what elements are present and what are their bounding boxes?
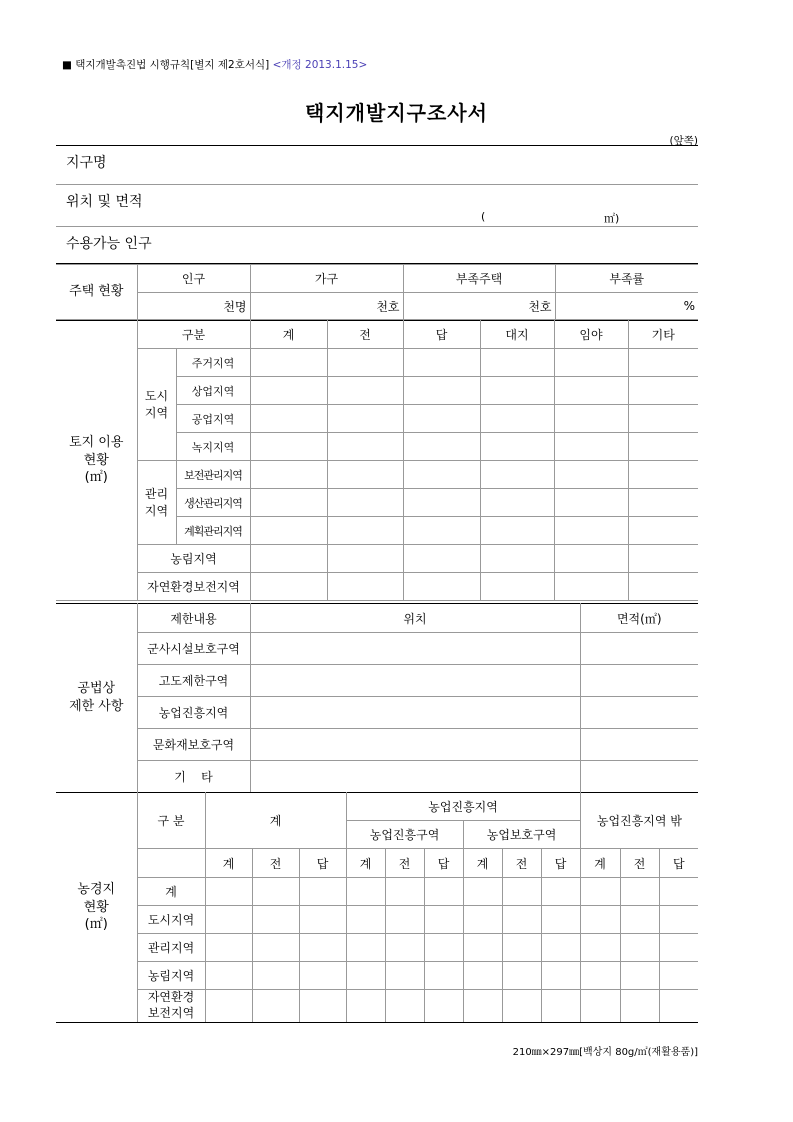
land-cell[interactable] — [628, 433, 698, 461]
farmland-sub-field: 전 — [252, 849, 299, 878]
farmland-cell[interactable] — [502, 878, 541, 906]
housing-header-households: 가구 — [250, 265, 403, 293]
restriction-header-location: 위치 — [250, 604, 580, 633]
land-cell[interactable] — [628, 349, 698, 377]
land-cell[interactable] — [403, 433, 480, 461]
restriction-cell[interactable] — [250, 697, 580, 729]
land-cell[interactable] — [554, 489, 628, 517]
urban-area-group-2: 지역 — [144, 405, 169, 420]
farmland-cell[interactable] — [580, 990, 620, 1023]
farmland-sub-paddy: 답 — [299, 849, 346, 878]
restriction-row-heritage: 문화재보호구역 — [137, 729, 250, 761]
farmland-sub-field: 전 — [502, 849, 541, 878]
farmland-sub-field: 전 — [385, 849, 424, 878]
land-cell[interactable] — [628, 461, 698, 489]
farmland-header-outside: 농업진흥지역 밖 — [580, 793, 698, 849]
land-cell[interactable] — [480, 405, 554, 433]
farmland-label — [56, 793, 137, 1023]
land-cell[interactable] — [480, 545, 554, 573]
management-area-group-1: 관리 — [144, 487, 169, 502]
land-cell[interactable] — [250, 545, 327, 573]
farmland-cell[interactable] — [205, 934, 252, 962]
land-cell[interactable] — [628, 545, 698, 573]
restriction-cell[interactable] — [580, 665, 698, 697]
farmland-cell[interactable] — [620, 934, 659, 962]
farmland-cell[interactable] — [385, 934, 424, 962]
farmland-cell[interactable] — [252, 906, 299, 934]
land-cell[interactable] — [628, 405, 698, 433]
farmland-cell[interactable] — [346, 990, 385, 1023]
land-row-conservation-mgmt: 보전관리지역 — [176, 461, 250, 489]
restriction-header-content: 제한내용 — [137, 604, 250, 633]
land-cell[interactable] — [554, 433, 628, 461]
farmland-sub-total: 계 — [463, 849, 502, 878]
farmland-header-type: 구 분 — [137, 793, 205, 849]
farmland-sub-total: 계 — [346, 849, 385, 878]
farmland-cell[interactable] — [659, 990, 698, 1023]
restriction-cell[interactable] — [250, 665, 580, 697]
farmland-cell[interactable] — [620, 962, 659, 990]
land-cell[interactable] — [480, 517, 554, 545]
land-cell[interactable] — [554, 405, 628, 433]
farmland-cell[interactable] — [252, 878, 299, 906]
restriction-row-military: 군사시설보호구역 — [137, 633, 250, 665]
area-paren-open: ( — [481, 210, 486, 223]
restriction-cell[interactable] — [250, 633, 580, 665]
farmland-cell[interactable] — [620, 990, 659, 1023]
land-row-commercial: 상업지역 — [176, 377, 250, 405]
land-cell[interactable] — [403, 377, 480, 405]
page-title: 택지개발지구조사서 — [305, 101, 488, 125]
land-cell[interactable] — [628, 377, 698, 405]
farmland-cell[interactable] — [385, 906, 424, 934]
land-use-label-3: (㎡) — [84, 470, 108, 486]
farmland-cell[interactable] — [580, 906, 620, 934]
restriction-header-area: 면적(㎡) — [580, 604, 698, 633]
farmland-header-protect-zone: 농업보호구역 — [463, 821, 580, 849]
farmland-cell[interactable] — [385, 878, 424, 906]
land-cell[interactable] — [554, 517, 628, 545]
farmland-cell[interactable] — [346, 962, 385, 990]
land-use-col-field: 전 — [327, 321, 403, 349]
land-cell[interactable] — [403, 349, 480, 377]
land-cell[interactable] — [480, 433, 554, 461]
farmland-cell[interactable] — [580, 878, 620, 906]
restriction-cell[interactable] — [250, 761, 580, 793]
farmland-cell[interactable] — [541, 934, 580, 962]
farmland-cell[interactable] — [541, 990, 580, 1023]
farmland-label-2: 현황 — [83, 899, 109, 915]
farmland-cell[interactable] — [580, 962, 620, 990]
form-reference: ■ 택지개발촉진법 시행규칙[별지 제2호서식] — [62, 59, 270, 71]
land-cell[interactable] — [480, 573, 554, 601]
farmland-header-promo-area: 농업진흥지역 — [346, 793, 580, 821]
farmland-cell[interactable] — [205, 906, 252, 934]
farmland-cell[interactable] — [541, 878, 580, 906]
farmland-header-total: 계 — [205, 793, 346, 849]
page-side-label: (앞쪽) — [669, 135, 698, 147]
housing-header-shortage: 부족주택 — [403, 265, 555, 293]
farmland-cell[interactable] — [424, 906, 463, 934]
urban-area-group-1: 도시 — [144, 389, 169, 404]
housing-unit-households[interactable]: 천호 — [250, 293, 403, 320]
farmland-cell[interactable] — [463, 878, 502, 906]
land-cell[interactable] — [628, 517, 698, 545]
farmland-sub-total: 계 — [580, 849, 620, 878]
management-area-group — [137, 461, 176, 545]
land-cell[interactable] — [554, 377, 628, 405]
farmland-cell[interactable] — [502, 934, 541, 962]
land-cell[interactable] — [554, 349, 628, 377]
farmland-header-promo-zone: 농업진흥구역 — [346, 821, 463, 849]
farmland-cell[interactable] — [299, 990, 346, 1023]
land-cell[interactable] — [250, 489, 327, 517]
land-cell[interactable] — [327, 573, 403, 601]
restriction-row-height: 고도제한구역 — [137, 665, 250, 697]
population-label: 수용가능 인구 — [66, 236, 152, 252]
land-cell[interactable] — [250, 433, 327, 461]
land-cell[interactable] — [403, 461, 480, 489]
farmland-cell[interactable] — [659, 906, 698, 934]
land-cell[interactable] — [480, 461, 554, 489]
farmland-cell[interactable] — [385, 990, 424, 1023]
farmland-label-3: (㎡) — [84, 917, 108, 933]
land-use-header-type: 구분 — [137, 321, 250, 349]
farmland-row-management: 관리지역 — [137, 934, 205, 962]
farmland-cell[interactable] — [463, 962, 502, 990]
farmland-cell[interactable] — [580, 934, 620, 962]
farmland-cell[interactable] — [620, 906, 659, 934]
farmland-sub-paddy: 답 — [659, 849, 698, 878]
farmland-cell[interactable] — [502, 906, 541, 934]
farmland-cell[interactable] — [659, 934, 698, 962]
land-cell[interactable] — [628, 489, 698, 517]
farmland-cell[interactable] — [659, 962, 698, 990]
land-cell[interactable] — [480, 349, 554, 377]
land-cell[interactable] — [250, 377, 327, 405]
land-cell[interactable] — [327, 433, 403, 461]
farmland-cell[interactable] — [205, 962, 252, 990]
population-field[interactable] — [56, 227, 698, 264]
land-cell[interactable] — [403, 573, 480, 601]
restriction-row-other: 기 타 — [137, 761, 250, 793]
farmland-cell[interactable] — [424, 962, 463, 990]
restriction-cell[interactable] — [580, 697, 698, 729]
farmland-row-nature-1: 자연환경 — [147, 990, 195, 1005]
land-row-agri-forest: 농림지역 — [137, 545, 250, 573]
farmland-row-agri-forest: 농림지역 — [137, 962, 205, 990]
location-area-label: 위치 및 면적 — [66, 194, 143, 210]
farmland-cell[interactable] — [541, 962, 580, 990]
land-cell[interactable] — [327, 377, 403, 405]
farmland-cell[interactable] — [385, 962, 424, 990]
land-use-label — [56, 321, 137, 601]
land-cell[interactable] — [554, 573, 628, 601]
farmland-section — [56, 792, 698, 1023]
restriction-cell[interactable] — [580, 633, 698, 665]
location-area-field[interactable] — [56, 185, 698, 227]
amendment-date: <개정 2013.1.15> — [272, 59, 368, 71]
land-cell[interactable] — [327, 461, 403, 489]
farmland-cell[interactable] — [299, 878, 346, 906]
land-cell[interactable] — [250, 349, 327, 377]
restriction-cell[interactable] — [580, 761, 698, 793]
paper-spec: 210㎜×297㎜[백상지 80g/㎡(재활용품)] — [512, 1047, 698, 1058]
land-cell[interactable] — [480, 489, 554, 517]
land-use-label-2: 현황 — [83, 452, 109, 468]
land-cell[interactable] — [403, 405, 480, 433]
district-name-field[interactable] — [56, 146, 698, 185]
land-cell[interactable] — [327, 489, 403, 517]
land-row-green: 녹지지역 — [176, 433, 250, 461]
farmland-cell[interactable] — [205, 990, 252, 1023]
land-use-col-total: 계 — [250, 321, 327, 349]
farmland-sub-paddy: 답 — [541, 849, 580, 878]
land-cell[interactable] — [628, 573, 698, 601]
farmland-empty-corner — [137, 849, 205, 878]
farmland-cell[interactable] — [424, 934, 463, 962]
management-area-group-2: 지역 — [144, 503, 169, 518]
farmland-cell[interactable] — [424, 878, 463, 906]
land-cell[interactable] — [480, 377, 554, 405]
farmland-cell[interactable] — [463, 990, 502, 1023]
land-cell[interactable] — [327, 517, 403, 545]
land-row-industrial: 공업지역 — [176, 405, 250, 433]
area-unit: ㎡) — [604, 212, 620, 225]
housing-unit-rate[interactable]: % — [555, 293, 698, 320]
farmland-label-1: 농경지 — [77, 882, 116, 898]
land-use-label-1: 토지 이용 — [69, 435, 124, 451]
farmland-cell[interactable] — [252, 962, 299, 990]
land-cell[interactable] — [250, 517, 327, 545]
restriction-section — [56, 603, 698, 793]
land-row-nature-conservation: 자연환경보전지역 — [137, 573, 250, 601]
farmland-cell[interactable] — [299, 962, 346, 990]
restriction-label-1: 공법상 — [77, 681, 116, 697]
farmland-sub-total: 계 — [205, 849, 252, 878]
farmland-cell[interactable] — [346, 906, 385, 934]
farmland-cell[interactable] — [299, 906, 346, 934]
land-cell[interactable] — [403, 545, 480, 573]
housing-header-rate: 부족률 — [555, 265, 698, 293]
land-use-col-paddy: 답 — [403, 321, 480, 349]
land-cell[interactable] — [250, 405, 327, 433]
farmland-cell[interactable] — [502, 962, 541, 990]
land-cell[interactable] — [554, 461, 628, 489]
farmland-cell[interactable] — [463, 934, 502, 962]
farmland-row-nature-2: 보전지역 — [147, 1006, 195, 1020]
farmland-cell[interactable] — [502, 990, 541, 1023]
land-row-production-mgmt: 생산관리지역 — [176, 489, 250, 517]
land-use-col-other: 기타 — [628, 321, 698, 349]
land-use-col-forest: 임야 — [554, 321, 628, 349]
land-cell[interactable] — [327, 349, 403, 377]
district-name-label: 지구명 — [66, 155, 107, 171]
farmland-row-nature — [137, 990, 205, 1023]
land-use-col-site: 대지 — [480, 321, 554, 349]
land-row-residential: 주거지역 — [176, 349, 250, 377]
farmland-cell[interactable] — [541, 906, 580, 934]
housing-section — [56, 264, 698, 320]
farmland-cell[interactable] — [424, 990, 463, 1023]
land-row-planned-mgmt: 계획관리지역 — [176, 517, 250, 545]
farmland-cell[interactable] — [463, 906, 502, 934]
land-use-section — [56, 320, 698, 601]
land-cell[interactable] — [403, 489, 480, 517]
restriction-label — [56, 604, 137, 793]
farmland-row-total: 계 — [137, 878, 205, 906]
land-cell[interactable] — [327, 545, 403, 573]
farmland-cell[interactable] — [346, 934, 385, 962]
housing-unit-shortage[interactable]: 천호 — [403, 293, 555, 320]
land-cell[interactable] — [403, 517, 480, 545]
farmland-cell[interactable] — [659, 878, 698, 906]
form-header — [62, 57, 367, 72]
farmland-cell[interactable] — [620, 878, 659, 906]
housing-label: 주택 현황 — [56, 265, 137, 320]
farmland-sub-paddy: 답 — [424, 849, 463, 878]
land-cell[interactable] — [554, 545, 628, 573]
farmland-cell[interactable] — [252, 934, 299, 962]
housing-unit-population[interactable]: 천명 — [137, 293, 250, 320]
land-cell[interactable] — [250, 461, 327, 489]
farmland-row-urban: 도시지역 — [137, 906, 205, 934]
farmland-cell[interactable] — [346, 878, 385, 906]
urban-area-group — [137, 349, 176, 461]
restriction-label-2: 제한 사항 — [69, 699, 124, 714]
farmland-cell[interactable] — [252, 990, 299, 1023]
land-cell[interactable] — [250, 573, 327, 601]
farmland-cell[interactable] — [205, 878, 252, 906]
restriction-cell[interactable] — [580, 729, 698, 761]
farmland-cell[interactable] — [299, 934, 346, 962]
housing-header-population: 인구 — [137, 265, 250, 293]
restriction-row-agri-promo: 농업진흥지역 — [137, 697, 250, 729]
farmland-sub-field: 전 — [620, 849, 659, 878]
land-cell[interactable] — [327, 405, 403, 433]
restriction-cell[interactable] — [250, 729, 580, 761]
